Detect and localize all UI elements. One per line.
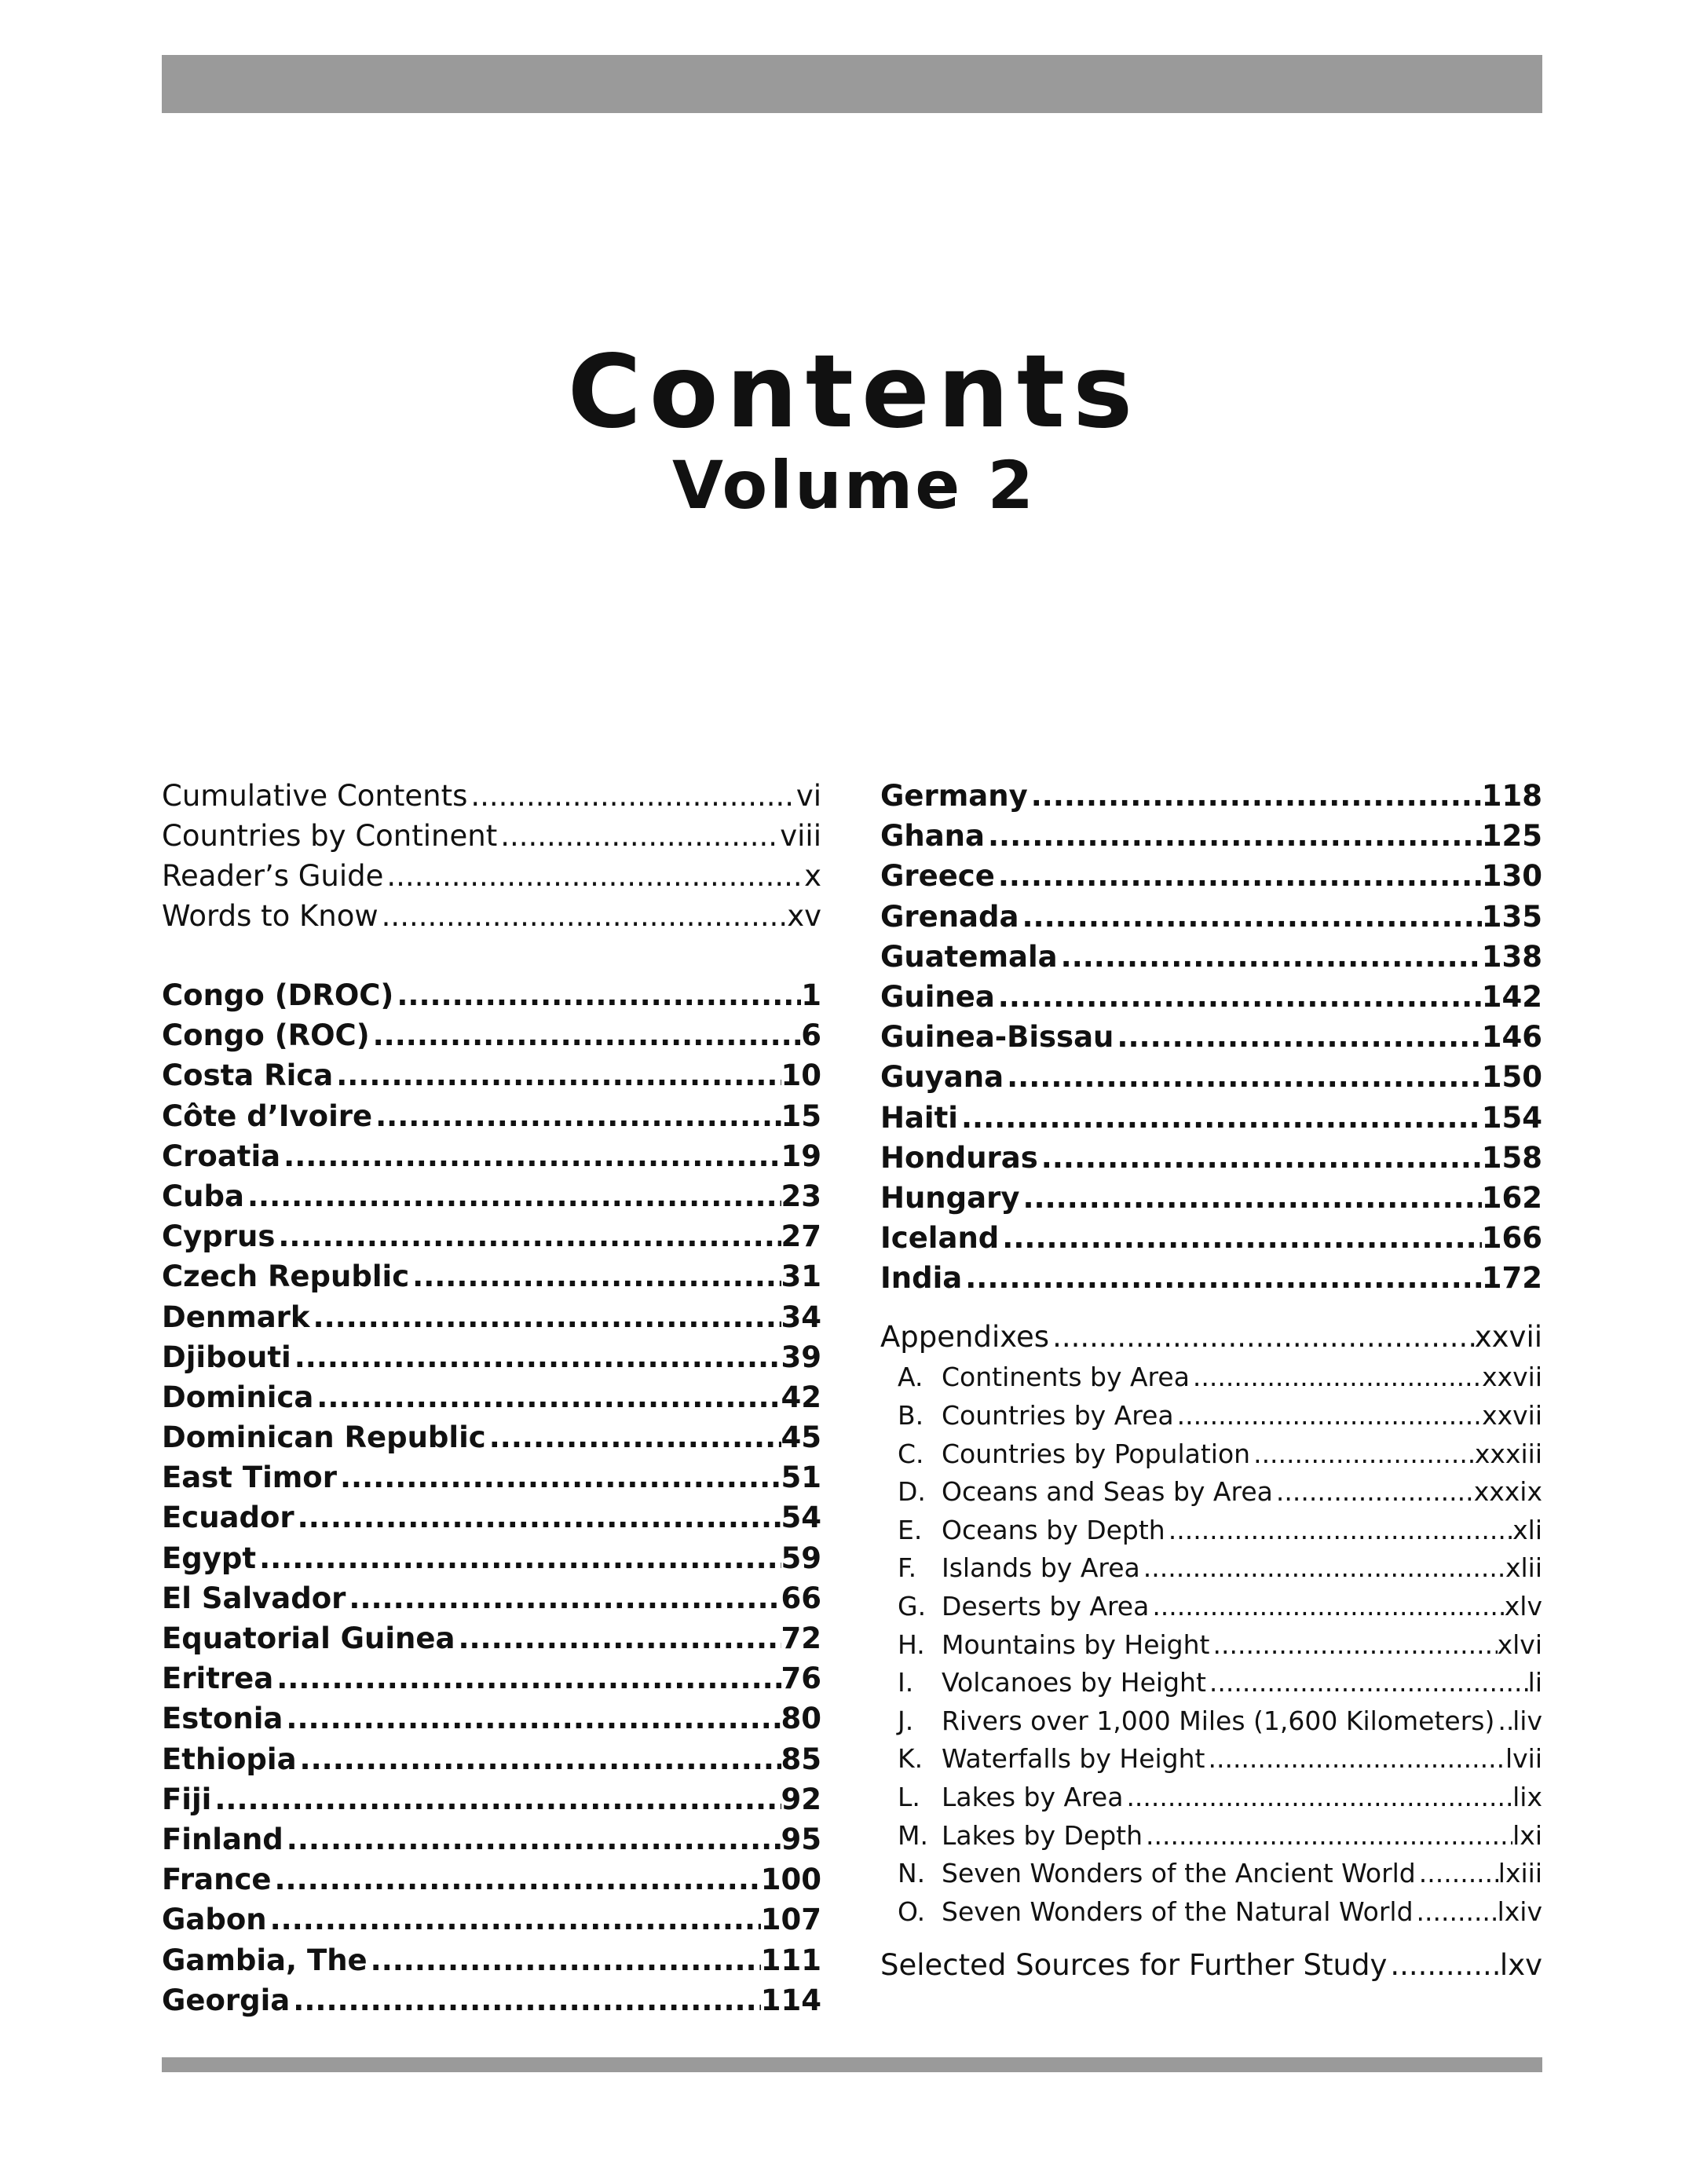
appendix-letter: D. — [898, 1476, 926, 1508]
toc-entry-label: Guyana — [880, 1060, 1004, 1095]
toc-entry-page: 59 — [781, 1541, 821, 1575]
toc-entry-label: Hungary — [880, 1180, 1020, 1215]
toc-entry-page: lxv — [1499, 1948, 1542, 1983]
toc-entry-page: xxvii — [1482, 1400, 1542, 1431]
toc-entry[interactable] — [880, 1138, 1542, 1178]
toc-entry-label: Cyprus — [162, 1219, 276, 1254]
toc-entry[interactable] — [162, 1497, 821, 1537]
toc-entry[interactable] — [162, 1297, 821, 1337]
page-title: Contents — [567, 334, 1141, 451]
toc-entry-page: 15 — [781, 1099, 821, 1133]
contents-column-left — [162, 776, 821, 2020]
toc-entry-page: xxvii — [1482, 1362, 1542, 1393]
appendix-letter: G. — [898, 1591, 927, 1621]
appendix-letter: L. — [898, 1781, 920, 1812]
toc-entry-sources[interactable] — [880, 1942, 1542, 1989]
toc-entry-page: lvii — [1505, 1743, 1542, 1775]
toc-entry-label — [898, 1855, 1416, 1893]
toc-entry-page: 172 — [1481, 1261, 1542, 1296]
appendix-letter: J. — [898, 1705, 914, 1736]
appendix-letter: K. — [898, 1743, 923, 1775]
toc-entry[interactable] — [880, 897, 1542, 937]
toc-entry-page: 45 — [781, 1420, 821, 1455]
toc-entry-label: Congo (ROC) — [162, 1018, 370, 1053]
toc-entry[interactable] — [880, 1855, 1542, 1893]
toc-entry-page: 111 — [760, 1943, 821, 1977]
toc-entry-label: Reader’s Guide — [162, 859, 384, 893]
appendix-letter: M. — [898, 1819, 928, 1851]
appendix-title: Oceans by Depth — [942, 1514, 1165, 1545]
toc-entry-label: Honduras — [880, 1140, 1038, 1175]
toc-entry-label: Georgia — [162, 1983, 291, 2017]
toc-entry-label: Cumulative Contents — [162, 779, 468, 813]
toc-entry[interactable] — [880, 1397, 1542, 1435]
toc-entry[interactable] — [162, 975, 821, 1015]
toc-entry-label: Cuba — [162, 1179, 244, 1213]
toc-entry-page: xv — [787, 899, 821, 933]
appendix-letter: E. — [898, 1514, 923, 1545]
footer-bar — [162, 2057, 1542, 2072]
toc-entry-page: 34 — [781, 1300, 821, 1334]
toc-entry-page: 158 — [1481, 1140, 1542, 1175]
toc-entry-page: xxxiii — [1474, 1438, 1542, 1469]
toc-entry-page: 166 — [1481, 1221, 1542, 1256]
toc-entry-label: Eritrea — [162, 1662, 274, 1696]
toc-entry[interactable] — [162, 896, 821, 936]
toc-entry-label — [898, 1702, 1494, 1741]
toc-entry-label: Grenada — [880, 899, 1019, 934]
toc-entry-label: Greece — [880, 859, 995, 894]
toc-entry-page: 10 — [781, 1058, 821, 1093]
toc-entry[interactable] — [162, 1256, 821, 1296]
toc-entry-label — [898, 1779, 1123, 1817]
toc-entry-page: liv — [1512, 1705, 1542, 1736]
toc-entry-label — [898, 1473, 1273, 1512]
toc-entry-page: xxxix — [1473, 1476, 1542, 1508]
toc-entry[interactable] — [162, 1739, 821, 1779]
toc-entry-label: Djibouti — [162, 1340, 291, 1374]
toc-entry[interactable] — [162, 1578, 821, 1618]
toc-entry-label: Guatemala — [880, 939, 1058, 974]
toc-entry-page: xlvi — [1497, 1629, 1542, 1660]
toc-entry[interactable] — [162, 1417, 821, 1457]
toc-entry[interactable] — [162, 1980, 821, 2020]
toc-entry-label: India — [880, 1261, 963, 1296]
toc-entry-label: Côte d’Ivoire — [162, 1099, 373, 1133]
toc-entry[interactable] — [880, 1893, 1542, 1932]
toc-entry[interactable] — [162, 1015, 821, 1055]
appendix-title: Countries by Population — [942, 1438, 1251, 1469]
toc-entry-label: Gabon — [162, 1903, 267, 1937]
toc-entry-label: Costa Rica — [162, 1058, 334, 1093]
toc-entry-label: Denmark — [162, 1300, 310, 1334]
toc-entry[interactable] — [880, 816, 1542, 856]
toc-entry-page: 85 — [781, 1742, 821, 1776]
toc-entry[interactable] — [880, 1512, 1542, 1550]
toc-entry-page: 114 — [760, 1983, 821, 2017]
toc-entry-label: Iceland — [880, 1221, 1000, 1256]
toc-entry-label: Appendixes — [880, 1320, 1050, 1355]
toc-entry-page: 80 — [781, 1702, 821, 1736]
toc-entry-label: Dominica — [162, 1380, 314, 1414]
toc-entry[interactable] — [880, 1702, 1542, 1741]
toc-entry-page: 142 — [1481, 979, 1542, 1014]
toc-entry[interactable] — [880, 1358, 1542, 1397]
toc-entry-page: 162 — [1481, 1180, 1542, 1215]
toc-entry[interactable] — [162, 1377, 821, 1417]
toc-entry-page: 1 — [801, 978, 821, 1012]
toc-entry[interactable] — [162, 1618, 821, 1658]
toc-entry[interactable] — [162, 816, 821, 856]
toc-entry-label — [898, 1817, 1143, 1855]
toc-entry[interactable] — [880, 1740, 1542, 1779]
toc-entry-page: 66 — [781, 1581, 821, 1615]
toc-entry-label — [898, 1626, 1209, 1665]
toc-entry-label — [898, 1358, 1190, 1397]
toc-entry-page: 19 — [781, 1139, 821, 1173]
toc-entry[interactable] — [880, 1435, 1542, 1474]
toc-entry[interactable] — [162, 1819, 821, 1859]
toc-entry-page: xxvii — [1474, 1320, 1542, 1355]
toc-entry-page: lxiv — [1497, 1896, 1542, 1927]
appendix-letter: A. — [898, 1362, 923, 1393]
toc-entry-page: xli — [1512, 1514, 1542, 1545]
toc-entry-label: East Timor — [162, 1461, 337, 1495]
toc-entry[interactable] — [162, 1940, 821, 1980]
toc-entry[interactable] — [162, 1698, 821, 1738]
appendix-title: Deserts by Area — [942, 1591, 1150, 1621]
toc-entry-page: vi — [795, 779, 821, 813]
toc-entry[interactable] — [162, 1337, 821, 1377]
toc-entry-page: 138 — [1481, 939, 1542, 974]
toc-entry-page: 92 — [781, 1782, 821, 1816]
appendix-letter: I. — [898, 1667, 914, 1698]
toc-entry[interactable] — [880, 1473, 1542, 1512]
appendix-title: Seven Wonders of the Natural World — [942, 1896, 1414, 1927]
toc-entry-page: 51 — [781, 1461, 821, 1495]
toc-entry-page: lix — [1512, 1781, 1542, 1812]
toc-entry-page: 39 — [781, 1340, 821, 1374]
toc-entry-label: Dominican Republic — [162, 1420, 486, 1455]
toc-entry-label: Selected Sources for Further Study — [880, 1948, 1388, 1983]
appendix-title: Seven Wonders of the Ancient World — [942, 1858, 1416, 1889]
toc-entry-label — [898, 1664, 1206, 1702]
toc-entry-label: Ethiopia — [162, 1742, 297, 1776]
toc-entry[interactable] — [880, 1258, 1542, 1298]
appendix-letter: N. — [898, 1858, 926, 1889]
toc-entry[interactable] — [880, 1098, 1542, 1138]
toc-entry[interactable] — [880, 856, 1542, 896]
toc-entry[interactable] — [162, 1457, 821, 1497]
toc-entry-page: 23 — [781, 1179, 821, 1213]
toc-entry-label: Guinea — [880, 979, 995, 1014]
toc-entry-page: 72 — [781, 1621, 821, 1655]
toc-entry-label — [898, 1435, 1250, 1474]
toc-entry-label: Czech Republic — [162, 1260, 410, 1294]
appendix-title: Lakes by Depth — [942, 1819, 1143, 1851]
appendix-letter: F. — [898, 1552, 917, 1584]
toc-entry-page: lxiii — [1498, 1858, 1542, 1889]
toc-entry-page: 31 — [781, 1260, 821, 1294]
toc-entry-page: 146 — [1481, 1020, 1542, 1055]
appendix-title: Oceans and Seas by Area — [942, 1476, 1273, 1508]
contents-column-right — [880, 776, 1542, 1989]
toc-entry-page: x — [804, 859, 821, 893]
toc-entry[interactable] — [880, 1178, 1542, 1218]
countries-list-right — [880, 776, 1542, 1298]
toc-entry[interactable] — [880, 977, 1542, 1017]
toc-entry-label: Words to Know — [162, 899, 379, 933]
appendix-title: Volcanoes by Height — [942, 1667, 1206, 1698]
toc-entry[interactable] — [162, 1096, 821, 1136]
toc-entry-label: France — [162, 1863, 272, 1897]
toc-entry-label: Ghana — [880, 819, 985, 854]
appendix-title: Continents by Area — [942, 1362, 1190, 1393]
toc-entry-page: viii — [780, 819, 821, 853]
toc-entry-label: Germany — [880, 779, 1028, 813]
countries-list-left — [162, 975, 821, 2020]
toc-entry[interactable] — [162, 1216, 821, 1256]
toc-entry-page: 118 — [1481, 779, 1542, 813]
toc-entry-label: Guinea-Bissau — [880, 1020, 1114, 1055]
toc-entry[interactable] — [880, 1218, 1542, 1258]
toc-entry-label: Equatorial Guinea — [162, 1621, 455, 1655]
toc-entry-page: xlv — [1504, 1591, 1542, 1621]
toc-entry-appendixes[interactable] — [880, 1316, 1542, 1358]
toc-entry[interactable] — [162, 1176, 821, 1216]
toc-entry-label — [898, 1740, 1205, 1779]
toc-entry-label: Gambia, The — [162, 1943, 368, 1977]
front-matter-list — [162, 776, 821, 936]
toc-entry-page: 107 — [760, 1903, 821, 1937]
toc-entry-label: Estonia — [162, 1702, 283, 1736]
toc-entry[interactable] — [880, 1549, 1542, 1588]
toc-entry-page: 150 — [1481, 1060, 1542, 1095]
header-bar — [162, 55, 1542, 113]
appendix-title: Mountains by Height — [942, 1629, 1210, 1660]
toc-entry[interactable] — [162, 1859, 821, 1899]
toc-entry-page: lxi — [1512, 1819, 1542, 1851]
toc-entry-label: Croatia — [162, 1139, 281, 1173]
toc-entry[interactable] — [162, 856, 821, 896]
toc-entry-label: Countries by Continent — [162, 819, 498, 853]
toc-entry[interactable] — [880, 1588, 1542, 1626]
toc-entry[interactable] — [880, 937, 1542, 977]
toc-entry[interactable] — [880, 1664, 1542, 1702]
toc-entry-page: 130 — [1481, 859, 1542, 894]
toc-entry[interactable] — [880, 1817, 1542, 1855]
toc-entry[interactable] — [162, 1658, 821, 1698]
toc-entry-page: 54 — [781, 1501, 821, 1535]
appendix-letter: O. — [898, 1896, 926, 1927]
toc-entry-label: Ecuador — [162, 1501, 294, 1535]
toc-entry-page: 135 — [1481, 899, 1542, 934]
toc-entry-page: xlii — [1505, 1552, 1542, 1584]
toc-entry[interactable] — [880, 1779, 1542, 1817]
toc-entry-page: 100 — [760, 1863, 821, 1897]
appendix-title: Countries by Area — [942, 1400, 1174, 1431]
appendix-letter: C. — [898, 1438, 924, 1469]
appendix-list — [880, 1358, 1542, 1931]
toc-entry-label — [898, 1512, 1165, 1550]
appendix-title: Rivers over 1,000 Miles (1,600 Kilometers) — [942, 1705, 1495, 1736]
toc-entry-label: El Salvador — [162, 1581, 346, 1615]
toc-entry-label — [898, 1397, 1174, 1435]
toc-entry-label: Egypt — [162, 1541, 257, 1575]
toc-entry-page: 95 — [781, 1822, 821, 1856]
toc-entry-page: 76 — [781, 1662, 821, 1696]
volume-subtitle: Volume 2 — [672, 447, 1036, 524]
toc-entry-page: 27 — [781, 1219, 821, 1254]
toc-entry-label: Congo (DROC) — [162, 978, 394, 1012]
toc-entry-page: li — [1527, 1667, 1542, 1698]
toc-entry[interactable] — [880, 1057, 1542, 1097]
toc-entry[interactable] — [162, 1136, 821, 1176]
appendix-title: Lakes by Area — [942, 1781, 1124, 1812]
toc-entry-page: 6 — [801, 1018, 821, 1053]
toc-entry[interactable] — [162, 776, 821, 816]
toc-entry-page: 42 — [781, 1380, 821, 1414]
toc-entry[interactable] — [162, 1779, 821, 1819]
toc-entry[interactable] — [162, 1055, 821, 1095]
toc-entry-label — [898, 1549, 1140, 1588]
toc-entry[interactable] — [880, 776, 1542, 816]
toc-entry-page: 125 — [1481, 819, 1542, 854]
toc-entry[interactable] — [880, 1017, 1542, 1057]
toc-entry-label — [898, 1893, 1414, 1932]
toc-entry-page: 154 — [1481, 1100, 1542, 1135]
appendix-letter: B. — [898, 1400, 924, 1431]
toc-entry[interactable] — [162, 1538, 821, 1578]
toc-entry[interactable] — [162, 1899, 821, 1940]
appendix-letter: H. — [898, 1629, 925, 1660]
toc-entry-label: Finland — [162, 1822, 283, 1856]
toc-entry-label: Haiti — [880, 1100, 958, 1135]
toc-entry[interactable] — [880, 1626, 1542, 1665]
toc-entry-label — [898, 1588, 1149, 1626]
appendix-title: Waterfalls by Height — [942, 1743, 1205, 1775]
appendix-title: Islands by Area — [942, 1552, 1140, 1584]
toc-entry-label: Fiji — [162, 1782, 212, 1816]
